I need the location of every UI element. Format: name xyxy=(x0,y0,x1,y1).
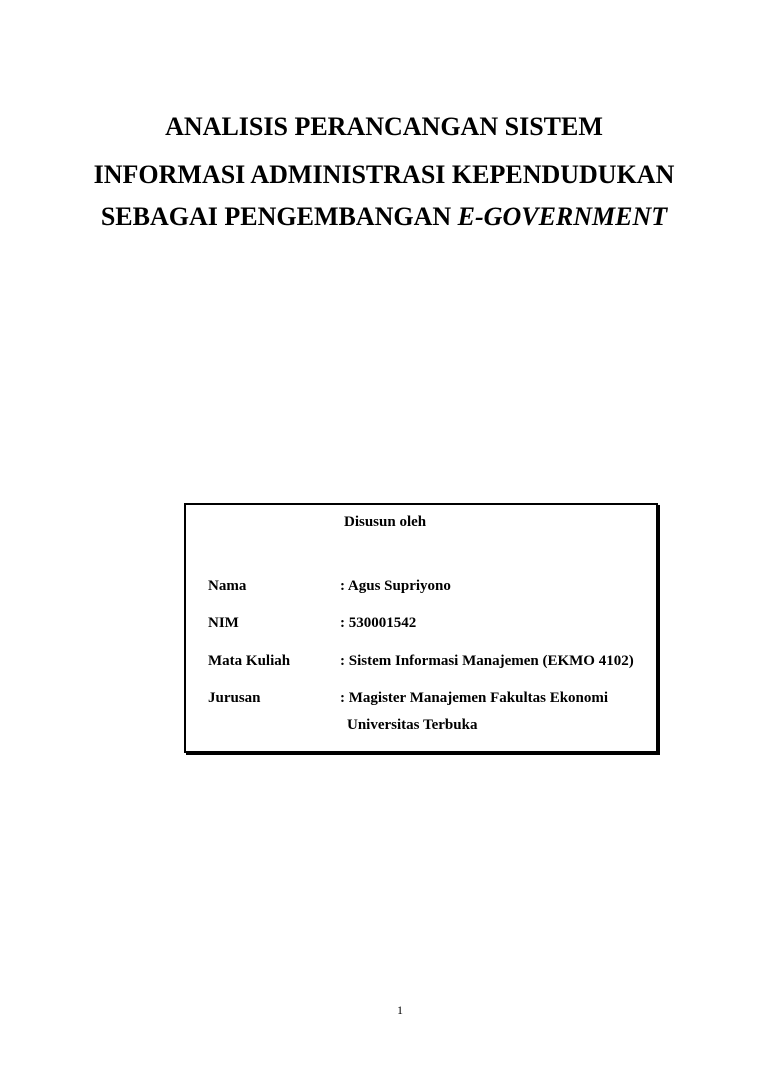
title-line-2: INFORMASI ADMINISTRASI KEPENDUDUKAN xyxy=(93,160,675,189)
title-line-3 xyxy=(0,202,768,232)
value-jurusan-continuation: Universitas Terbuka xyxy=(347,717,478,733)
label-nama: Nama xyxy=(208,578,247,594)
page-number: 1 xyxy=(397,1003,403,1017)
title-line-1: ANALISIS PERANCANGAN SISTEM xyxy=(165,112,603,141)
title-line-3-plain: SEBAGAI PENGEMBANGAN xyxy=(100,202,452,231)
label-jurusan: Jurusan xyxy=(208,690,261,706)
value-nama: : Agus Supriyono xyxy=(340,578,451,594)
label-mata-kuliah: Mata Kuliah xyxy=(208,653,291,669)
label-nim: NIM xyxy=(208,615,239,631)
author-box-heading: Disusun oleh xyxy=(344,514,427,530)
value-nim: : 530001542 xyxy=(340,615,417,631)
value-mata-kuliah: : Sistem Informasi Manajemen (EKMO 4102) xyxy=(340,653,634,669)
title-line-3-italic: E-GOVERNMENT xyxy=(457,202,668,231)
value-jurusan: : Magister Manajemen Fakultas Ekonomi xyxy=(340,690,609,706)
